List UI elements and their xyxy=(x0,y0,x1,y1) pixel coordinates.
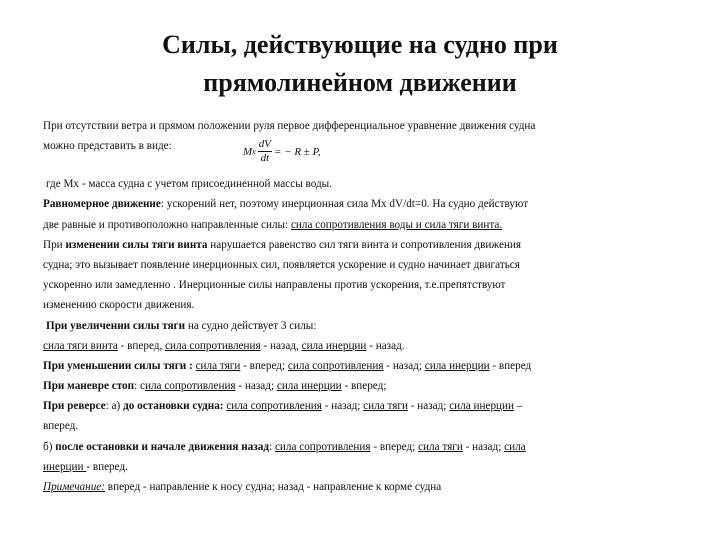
title-line-1: Силы, действующие на судно при xyxy=(162,30,558,59)
intro-line-2: можно представить в виде: xyxy=(43,140,172,153)
reverse-line-1 xyxy=(43,396,683,416)
force-thrust: сила тяги xyxy=(195,359,241,372)
reverse-b-label: б) xyxy=(43,440,56,453)
change-line-4: изменению скорости движения. xyxy=(43,299,195,312)
change-line-2: судна; это вызывает появление инерционных сил, появляется ускорение и судно начинает двигаться xyxy=(43,258,520,271)
note-label: Примечание: xyxy=(43,481,105,493)
formula-fraction xyxy=(258,138,272,165)
force-dir: - назад. xyxy=(366,339,405,352)
reverse-b-term: после остановки и начале движения назад xyxy=(55,440,270,453)
formula-numerator: dV xyxy=(258,138,271,151)
force-inertia: инерции xyxy=(43,460,87,473)
reverse-a-term: до остановки судна: xyxy=(123,400,224,413)
force-dir: - назад; xyxy=(462,440,505,453)
uniform-line-2 xyxy=(43,215,683,235)
force-dir: - назад; xyxy=(383,359,425,372)
force-dir: - вперед xyxy=(489,359,532,372)
slide-body xyxy=(43,116,683,497)
change-prefix: При xyxy=(43,238,66,251)
reverse-a-label: : а) xyxy=(105,400,124,413)
force-inertia: сила инерции xyxy=(424,359,490,372)
force-inertia: сила xyxy=(504,440,526,453)
force-dir: - назад; xyxy=(235,380,277,393)
decrease-line xyxy=(43,356,683,376)
uniform-line-2-text: две равные и противоположно направленные силы: xyxy=(43,218,291,231)
formula-lhs-sub: x xyxy=(252,146,256,156)
increase-term: увеличении силы тяги xyxy=(70,319,186,332)
force-thrust: сила тяги xyxy=(363,400,408,413)
reverse-line-2: вперед. xyxy=(43,420,79,433)
change-line-3: ускоренно или замедленно . Инерционные силы направлены против ускорения, т.е.препятствуют xyxy=(43,279,506,292)
uniform-forces: сила сопротивления воды и сила тяги винта. xyxy=(290,218,503,231)
intro-formula-row xyxy=(43,136,683,174)
change-line-1 xyxy=(43,235,683,255)
note-text: вперед - направление к носу судна; назад - направление к корме судна xyxy=(105,481,442,493)
increase-rest: на судно действует 3 силы: xyxy=(185,319,317,332)
force-thrust: сила тяги xyxy=(418,440,463,453)
increase-prefix: При xyxy=(46,319,71,332)
reverse-term: При реверсе xyxy=(43,400,106,413)
force-inertia: сила инерции xyxy=(276,380,342,393)
formula-rhs: = − R ± P, xyxy=(273,145,321,158)
formula-lhs: M xyxy=(243,145,253,158)
force-dir: - назад, xyxy=(260,339,302,352)
uniform-rest: : ускорений нет, поэтому инерционная сила Мх dV/dt=0. На судно действуют xyxy=(160,198,529,211)
intro-line-1: При отсутствии ветра и прямом положении руля первое дифференциальное уравнение движения судна xyxy=(43,120,536,132)
stop-colon: : с xyxy=(134,380,145,393)
formula-denominator: dt xyxy=(260,152,270,165)
increase-line-1 xyxy=(43,316,683,336)
uniform-line-1 xyxy=(43,194,683,214)
force-resistance: ила сопротивления xyxy=(144,380,236,393)
reverse-b-colon: : xyxy=(269,440,275,453)
slide-title xyxy=(0,26,720,102)
force-resistance: сила сопротивления xyxy=(274,440,371,453)
reverse-line-4 xyxy=(43,457,683,477)
uniform-term: Равномерное движение xyxy=(43,198,161,211)
force-resistance: сила сопротивления xyxy=(226,400,322,413)
force-dir: – xyxy=(514,400,523,413)
force-dir: - назад; xyxy=(321,400,364,413)
force-resistance: сила сопротивления xyxy=(165,339,261,352)
force-resistance: сила сопротивления xyxy=(287,359,384,372)
change-rest: нарушается равенство сил тяги винта и сопротивления движения xyxy=(207,238,522,251)
note-line xyxy=(43,477,683,497)
title-line-2: прямолинейном движении xyxy=(203,68,517,97)
force-thrust: сила тяги винта xyxy=(43,339,118,352)
stop-term: При маневре стоп xyxy=(43,380,135,393)
force-dir: - вперед. xyxy=(86,460,128,473)
decrease-term: При уменьшении силы тяги : xyxy=(43,359,196,372)
force-dir: - вперед; xyxy=(341,380,387,393)
increase-forces xyxy=(43,336,683,356)
force-inertia: сила инерции xyxy=(301,339,367,352)
mass-note: где Мх - масса судна с учетом присоединенной массы воды. xyxy=(46,178,332,191)
force-dir: - назад; xyxy=(407,400,450,413)
force-dir: - вперед; xyxy=(370,440,419,453)
reverse-line-3 xyxy=(43,437,683,457)
force-dir: - вперед; xyxy=(240,359,288,372)
force-dir: - вперед, xyxy=(117,339,166,352)
force-inertia: сила инерции xyxy=(449,400,514,413)
motion-equation xyxy=(243,138,321,165)
change-term: изменении силы тяги винта xyxy=(65,238,208,251)
stop-line xyxy=(43,376,683,396)
